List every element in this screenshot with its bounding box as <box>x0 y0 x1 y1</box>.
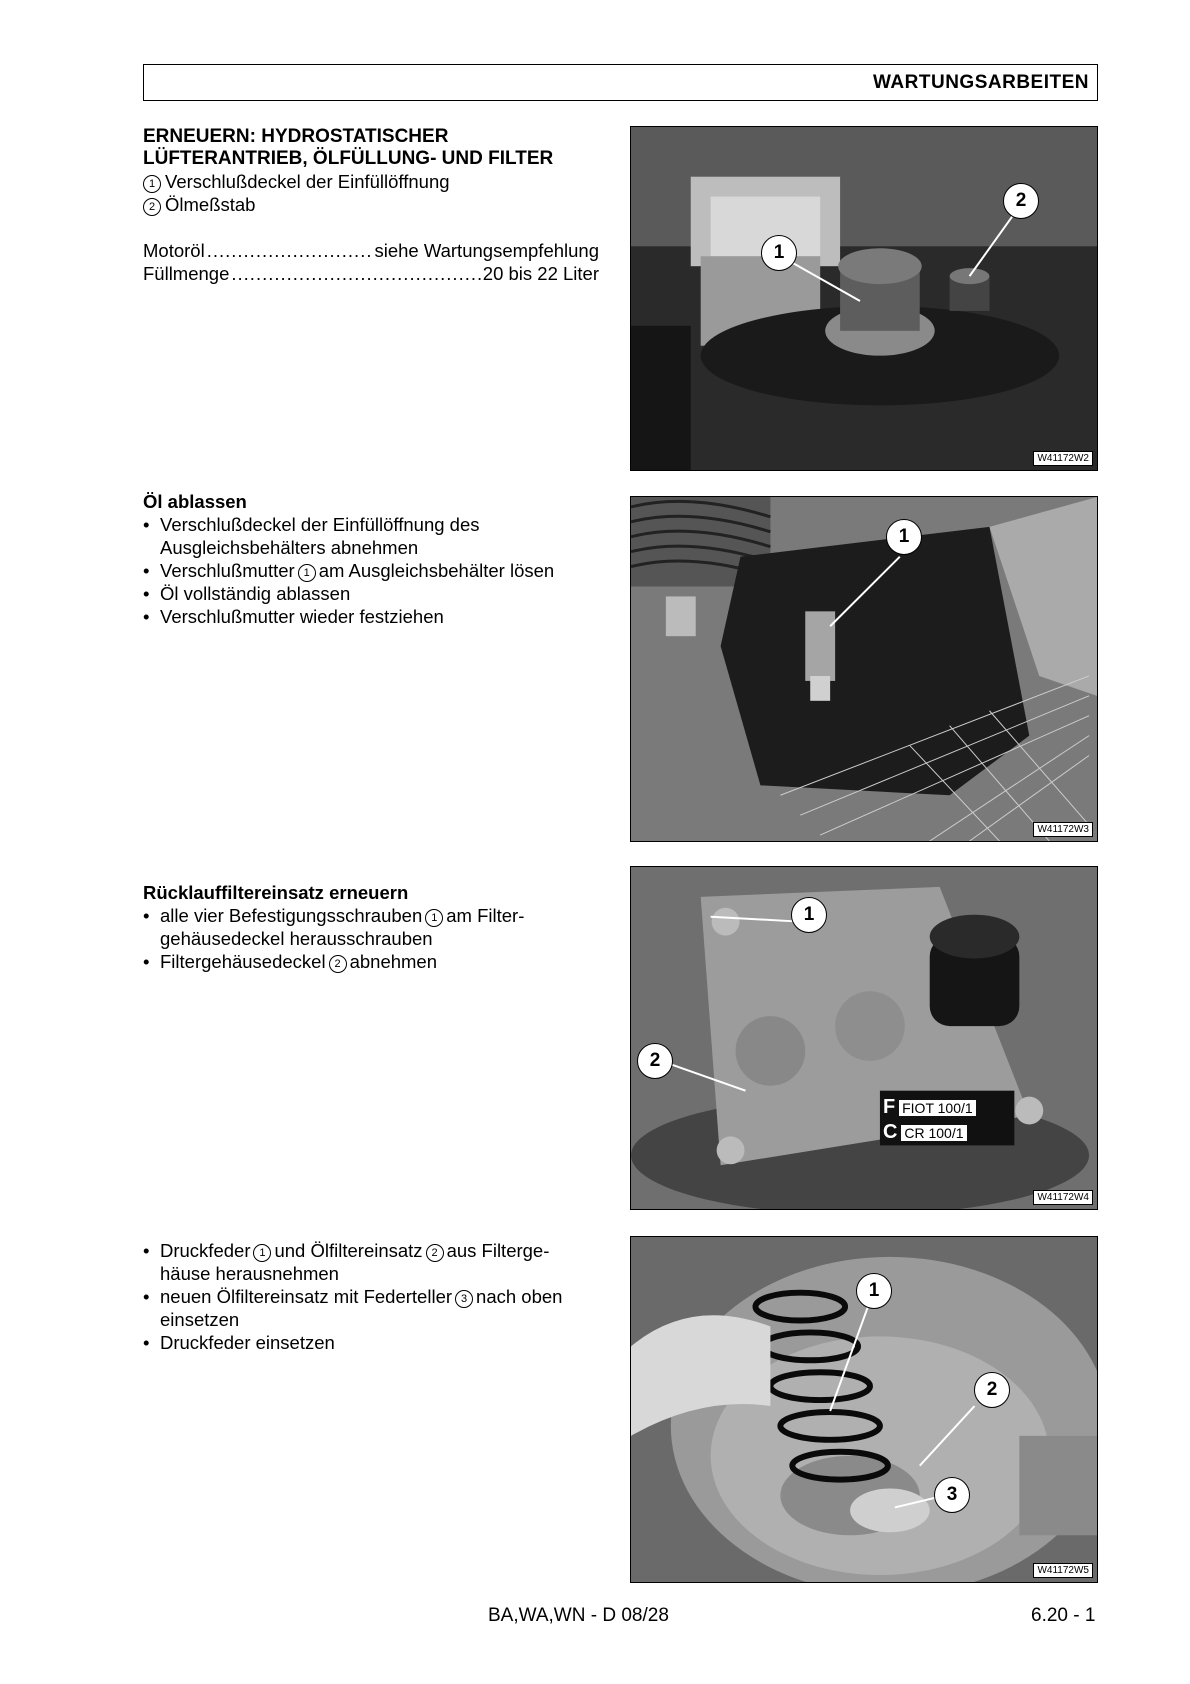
footer-page-number: 6.20 - 1 <box>1031 1605 1096 1626</box>
photo2-code: W41172W3 <box>1033 822 1093 837</box>
number-marker: 1 <box>253 1244 271 1262</box>
section3-title: Rücklauffiltereinsatz erneuern <box>143 882 409 903</box>
section-filter-replace <box>143 881 603 973</box>
photo3-code: W41172W4 <box>1033 1190 1093 1205</box>
spec-row-motoroil <box>143 239 599 262</box>
photo4-callout-3: 3 <box>934 1477 970 1513</box>
photo-filter-cover <box>630 866 1098 1210</box>
number-marker: 2 <box>143 198 161 216</box>
section-oil-drain <box>143 490 603 628</box>
photo-filter-cover-image <box>631 867 1097 1209</box>
spec-row-fuellmenge <box>143 262 599 285</box>
list-item: • Filtergehäusedeckel 2 abnehmen <box>143 950 603 973</box>
list-item: • Verschlußmutter 1 am Ausgleichsbehälter lösen <box>143 559 603 582</box>
spec-value: siehe Wartungsempfehlung <box>374 240 599 261</box>
number-marker: 2 <box>329 955 347 973</box>
list-item: • Verschlußmutter wieder festziehen <box>143 605 603 628</box>
list-item: • Druckfeder 1 und Ölfiltereinsatz 2 aus Filterge- häuse herausnehmen <box>143 1239 603 1285</box>
header-box <box>143 64 1098 101</box>
legend-item-1 <box>143 170 603 193</box>
legend-item-2 <box>143 193 603 216</box>
photo1-callout-2: 2 <box>1003 183 1039 219</box>
list-item: • Druckfeder einsetzen <box>143 1331 603 1354</box>
bullet-list <box>143 513 603 628</box>
section2-title: Öl ablassen <box>143 491 247 512</box>
number-marker: 3 <box>455 1290 473 1308</box>
number-marker: 2 <box>426 1244 444 1262</box>
photo-filler-cap-image <box>631 127 1097 470</box>
photo2-callout-1: 1 <box>886 519 922 555</box>
footer-doc-ref: BA,WA,WN - D 08/28 <box>488 1605 669 1626</box>
list-item: • alle vier Befestigungsschrauben 1 am Filter- gehäusedeckel herausschrauben <box>143 904 603 950</box>
legend-text: Ölmeßstab <box>165 194 256 215</box>
photo-spring-filter <box>630 1236 1098 1583</box>
legend-text: Verschlußdeckel der Einfüllöffnung <box>165 171 450 192</box>
spec-label: Motoröl <box>143 240 205 261</box>
photo3-callout-1: 1 <box>791 897 827 933</box>
photo1-code: W41172W2 <box>1033 451 1093 466</box>
spec-value: 20 bis 22 Liter <box>482 263 599 284</box>
photo4-callout-1: 1 <box>856 1273 892 1309</box>
photo4-code: W41172W5 <box>1033 1563 1093 1578</box>
number-marker: 1 <box>298 564 316 582</box>
photo3-callout-2: 2 <box>637 1043 673 1079</box>
spec-label: Füllmenge <box>143 263 230 284</box>
photo-drain-nut <box>630 496 1098 842</box>
section-spring-insert <box>143 1239 603 1354</box>
bullet-list <box>143 904 603 973</box>
section1-title-line2: LÜFTERANTRIEB, ÖLFÜLLUNG- UND FILTER <box>143 148 554 169</box>
list-item: • Verschlußdeckel der Einfüllöffnung des Ausgleichsbehälters abnehmen <box>143 513 603 559</box>
photo-filler-cap <box>630 126 1098 471</box>
bullet-list <box>143 1239 603 1354</box>
list-item: • Öl vollständig ablassen <box>143 582 603 605</box>
number-marker: 1 <box>143 175 161 193</box>
number-marker: 1 <box>425 909 443 927</box>
photo-drain-nut-image <box>631 497 1097 841</box>
photo1-callout-1: 1 <box>761 235 797 271</box>
section1-title-line1: ERNEUERN: HYDROSTATISCHER <box>143 126 449 147</box>
list-item: • neuen Ölfiltereinsatz mit Federteller 3 nach oben einsetzen <box>143 1285 603 1331</box>
type-plate: F FIOT 100/1 C CR 100/1 <box>883 1095 976 1145</box>
header-title: WARTUNGSARBEITEN <box>873 72 1089 93</box>
photo4-callout-2: 2 <box>974 1372 1010 1408</box>
section-oil-fill <box>143 126 603 285</box>
